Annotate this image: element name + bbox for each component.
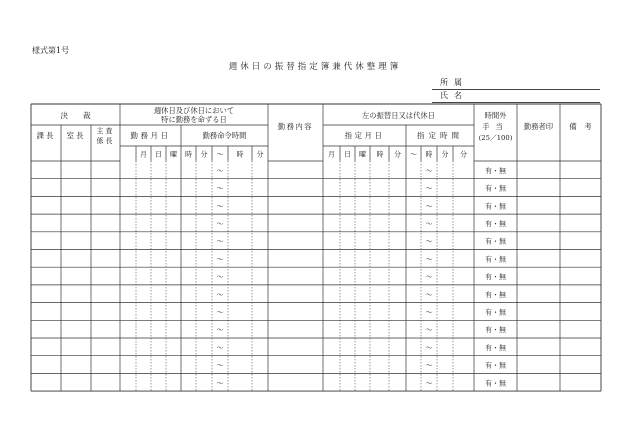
- unit-label: 時: [425, 150, 433, 159]
- overtime-header: 時間外: [484, 111, 507, 120]
- seal-header: 勤務者印: [523, 122, 554, 131]
- overtime-allowance-option: 有・無: [485, 273, 506, 282]
- remarks-header: 備 考: [569, 122, 592, 131]
- unit-label: 分: [460, 150, 467, 159]
- unit-label: 時: [376, 150, 384, 159]
- overtime-allowance-option: 有・無: [485, 184, 506, 193]
- row-tilde: ～: [425, 255, 433, 264]
- unit-label: 日: [344, 150, 351, 159]
- row-tilde: ～: [216, 308, 224, 317]
- unit-label: 分: [441, 150, 449, 159]
- form-number: 様式第1号: [32, 46, 70, 55]
- row-tilde: ～: [425, 379, 433, 388]
- chief-inspector-header: 係長: [96, 137, 115, 145]
- row-tilde: ～: [216, 361, 224, 370]
- work-hours-header: 勤務命令時間: [202, 131, 247, 140]
- row-tilde: ～: [216, 219, 224, 228]
- row-tilde: ～: [216, 202, 224, 211]
- row-tilde: ～: [425, 166, 433, 175]
- unit-label: 曜: [170, 150, 177, 159]
- unit-label: 時: [185, 150, 192, 159]
- row-tilde: ～: [216, 326, 224, 335]
- overtime-allowance-option: 有・無: [485, 326, 506, 335]
- row-tilde: ～: [425, 343, 433, 352]
- office-chief-header: 室長: [66, 131, 86, 140]
- work-days-header: 特に勤務を命ずる日: [161, 115, 227, 124]
- overtime-allowance-option: 有・無: [485, 202, 506, 211]
- page-title: 週休日の振替指定簿兼代休整理簿: [228, 62, 402, 72]
- unit-label: ～: [410, 150, 417, 159]
- work-date-header: 勤務月日: [130, 131, 171, 140]
- work-content-header: 勤務内容: [277, 122, 314, 131]
- substitute-header: 左の振替日又は代休日: [362, 111, 435, 120]
- unit-label: 分: [394, 150, 401, 159]
- designated-time-header: 指定時間: [417, 131, 463, 140]
- chief-inspector-header: 主査: [96, 127, 115, 135]
- work-days-header: 週休日及び休日において: [153, 106, 235, 115]
- row-tilde: ～: [216, 166, 224, 175]
- approval-header: 決 裁: [60, 111, 91, 120]
- overtime-header: (25／100): [478, 134, 513, 142]
- row-tilde: ～: [216, 184, 224, 193]
- unit-label: 曜: [359, 150, 366, 159]
- overtime-allowance-option: 有・無: [485, 219, 506, 228]
- row-tilde: ～: [425, 361, 433, 370]
- overtime-allowance-option: 有・無: [485, 290, 506, 299]
- unit-label: 分: [200, 150, 208, 159]
- row-tilde: ～: [216, 255, 224, 264]
- unit-label: ～: [216, 150, 224, 159]
- name-label: 氏名: [440, 91, 468, 100]
- row-tilde: ～: [425, 202, 433, 211]
- row-tilde: ～: [216, 273, 224, 282]
- row-tilde: ～: [425, 184, 433, 193]
- row-tilde: ～: [216, 343, 224, 352]
- row-tilde: ～: [425, 237, 433, 246]
- row-tilde: ～: [425, 308, 433, 317]
- unit-label: 日: [155, 150, 162, 159]
- overtime-allowance-option: 有・無: [485, 255, 506, 264]
- overtime-allowance-option: 有・無: [485, 379, 506, 388]
- overtime-allowance-option: 有・無: [485, 237, 506, 246]
- designated-date-header: 指定月日: [344, 131, 385, 140]
- row-tilde: ～: [425, 326, 433, 335]
- row-tilde: ～: [216, 237, 224, 246]
- overtime-allowance-option: 有・無: [485, 343, 506, 352]
- row-tilde: ～: [216, 379, 224, 388]
- unit-label: 月: [328, 150, 335, 159]
- overtime-allowance-option: 有・無: [485, 166, 506, 175]
- row-tilde: ～: [425, 219, 433, 228]
- overtime-allowance-option: 有・無: [485, 308, 506, 317]
- row-tilde: ～: [216, 290, 224, 299]
- overtime-allowance-option: 有・無: [485, 361, 506, 370]
- row-tilde: ～: [425, 290, 433, 299]
- unit-label: 月: [140, 150, 147, 159]
- row-tilde: ～: [425, 273, 433, 282]
- overtime-header: 手当: [482, 122, 509, 131]
- unit-label: 時: [236, 150, 244, 159]
- unit-label: 分: [256, 150, 264, 159]
- section-chief-header: 課長: [36, 131, 56, 140]
- affiliation-label: 所属: [440, 78, 468, 87]
